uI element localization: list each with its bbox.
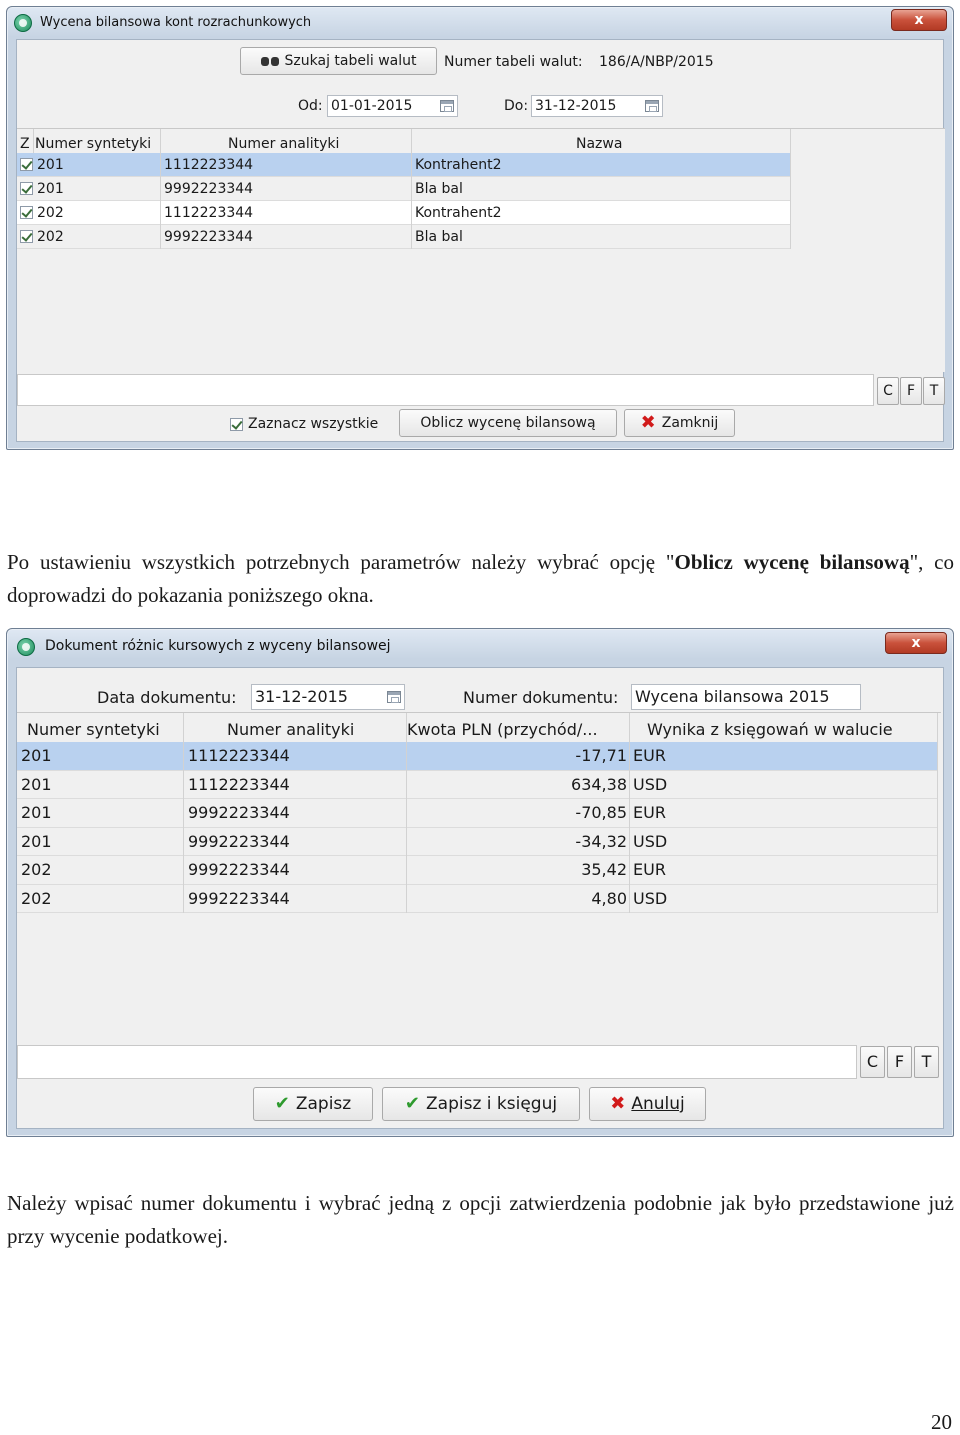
- cft-t-button[interactable]: T: [923, 377, 945, 405]
- table-row[interactable]: [17, 856, 938, 885]
- table-row[interactable]: [17, 201, 791, 225]
- close-icon: ✖: [640, 412, 656, 433]
- doc-date-value: 31-12-2015: [255, 687, 348, 706]
- row-amount: 4,80: [591, 889, 627, 908]
- checkmark-icon: ✔: [274, 1093, 290, 1114]
- table-row[interactable]: [17, 828, 938, 856]
- row-checkbox[interactable]: [20, 230, 33, 243]
- document-panel: [16, 667, 944, 1129]
- from-date-input[interactable]: [327, 95, 458, 117]
- cft-f-button[interactable]: F: [900, 377, 922, 405]
- from-date-value: 01-01-2015: [331, 98, 413, 114]
- col-header-name[interactable]: Nazwa: [576, 136, 623, 152]
- accounts-grid: [17, 128, 945, 372]
- table-row[interactable]: [17, 225, 791, 249]
- row-synthetic: 201: [21, 746, 52, 765]
- to-date-input[interactable]: [531, 95, 663, 117]
- row-analytic: 1112223344: [188, 746, 290, 765]
- calculate-valuation-label: Oblicz wycenę bilansową: [420, 415, 596, 431]
- valuation-window: [6, 6, 954, 450]
- col-header-synthetic[interactable]: Numer syntetyki: [27, 720, 160, 739]
- window-titlebar[interactable]: [7, 7, 953, 39]
- row-synthetic: 202: [37, 205, 64, 221]
- status-bar: [17, 374, 874, 406]
- table-row[interactable]: [17, 799, 938, 828]
- row-name: Kontrahent2: [415, 157, 502, 173]
- row-currency: USD: [633, 775, 668, 794]
- doc-number-label: Numer dokumentu:: [463, 688, 619, 707]
- exchange-difference-window: [6, 628, 954, 1137]
- row-currency: EUR: [633, 860, 666, 879]
- row-synthetic: 201: [21, 775, 52, 794]
- valuation-panel: [16, 39, 944, 442]
- page-number: 20: [931, 1410, 952, 1434]
- select-all-label[interactable]: Zaznacz wszystkie: [248, 416, 379, 432]
- doc-number-input[interactable]: [631, 684, 861, 710]
- row-currency: USD: [633, 832, 668, 851]
- col-header-z[interactable]: Z: [20, 136, 30, 152]
- status-bar: [17, 1045, 857, 1079]
- window-title: Wycena bilansowa kont rozrachunkowych: [40, 15, 312, 30]
- row-currency: EUR: [633, 746, 666, 765]
- window-title: Dokument różnic kursowych z wyceny bilansowej: [45, 638, 391, 654]
- row-synthetic: 202: [21, 889, 52, 908]
- table-row[interactable]: [17, 885, 938, 913]
- to-date-value: 31-12-2015: [535, 98, 617, 114]
- save-and-post-label: Zapisz i księguj: [426, 1094, 558, 1114]
- calendar-icon[interactable]: [440, 100, 454, 112]
- row-synthetic: 201: [37, 157, 64, 173]
- col-header-analytic[interactable]: Numer analityki: [228, 136, 340, 152]
- to-label: Do:: [504, 98, 529, 114]
- instruction-paragraph-1: Po ustawieniu wszystkich potrzebnych parametrów należy wybrać opcję "Oblicz wycenę bilansową", co doprowadzi do pokazania poniższego okna.: [7, 550, 955, 607]
- row-synthetic: 202: [21, 860, 52, 879]
- col-header-synthetic[interactable]: Numer syntetyki: [35, 136, 152, 152]
- row-name: Bla bal: [415, 229, 463, 245]
- window-titlebar[interactable]: [7, 629, 953, 661]
- save-button-label: Zapisz: [295, 1094, 352, 1114]
- close-button-label: Zamknij: [661, 415, 719, 431]
- row-synthetic: 201: [21, 803, 52, 822]
- close-icon: ✖: [610, 1093, 626, 1114]
- row-analytic: 9992223344: [164, 181, 254, 197]
- row-name: Kontrahent2: [415, 205, 502, 221]
- table-row[interactable]: [17, 177, 791, 201]
- row-checkbox[interactable]: [20, 206, 33, 219]
- instruction-paragraph-2: Należy wpisać numer dokumentu i wybrać jedną z opcji zatwierdzenia podobnie jak było przedstawione już przy wycenie podatkowej.: [7, 1191, 954, 1248]
- doc-date-label: Data dokumentu:: [97, 688, 237, 707]
- col-header-currency[interactable]: Wynika z księgowań w walucie: [647, 720, 893, 739]
- select-all-checkbox[interactable]: [230, 418, 243, 431]
- row-currency: EUR: [633, 803, 666, 822]
- row-analytic: 9992223344: [188, 832, 290, 851]
- close-button[interactable]: [624, 409, 735, 437]
- row-amount: 35,42: [581, 860, 627, 879]
- table-row[interactable]: [17, 153, 791, 177]
- window-close-button[interactable]: x: [891, 9, 947, 31]
- row-analytic: 1112223344: [188, 775, 290, 794]
- cancel-button[interactable]: [589, 1087, 706, 1121]
- row-checkbox[interactable]: [20, 158, 33, 171]
- search-currency-table-label: Szukaj tabeli walut: [284, 53, 417, 69]
- col-header-analytic[interactable]: Numer analityki: [227, 720, 355, 739]
- row-synthetic: 201: [37, 181, 64, 197]
- row-analytic: 9992223344: [164, 229, 254, 245]
- cft-t-button[interactable]: T: [914, 1046, 939, 1078]
- cancel-button-label: Anuluj: [631, 1094, 685, 1114]
- save-and-post-button[interactable]: [382, 1087, 580, 1121]
- row-amount: 634,38: [571, 775, 627, 794]
- search-currency-table-button[interactable]: [240, 47, 437, 75]
- app-icon: [17, 638, 35, 656]
- row-analytic: 9992223344: [188, 889, 290, 908]
- calculate-valuation-button[interactable]: [399, 409, 617, 437]
- row-checkbox[interactable]: [20, 182, 33, 195]
- calendar-icon[interactable]: [645, 100, 659, 112]
- doc-date-input[interactable]: [251, 684, 405, 710]
- binoculars-icon: [261, 55, 279, 67]
- row-currency: USD: [633, 889, 668, 908]
- table-row[interactable]: [17, 771, 938, 799]
- cft-c-button[interactable]: C: [877, 377, 899, 405]
- row-amount: -34,32: [575, 832, 627, 851]
- window-close-button[interactable]: x: [885, 632, 947, 654]
- from-label: Od:: [298, 98, 323, 114]
- save-button[interactable]: [253, 1087, 373, 1121]
- row-analytic: 9992223344: [188, 803, 290, 822]
- cft-f-button[interactable]: F: [887, 1046, 912, 1078]
- app-icon: [14, 14, 32, 32]
- row-amount: -17,71: [575, 746, 627, 765]
- cft-c-button[interactable]: C: [860, 1046, 885, 1078]
- row-name: Bla bal: [415, 181, 463, 197]
- differences-grid: [17, 712, 941, 1044]
- col-header-amount[interactable]: Kwota PLN (przychód/...: [407, 720, 598, 739]
- calendar-icon[interactable]: [387, 691, 401, 703]
- doc-number-value: Wycena bilansowa 2015: [635, 687, 830, 706]
- row-analytic: 1112223344: [164, 157, 254, 173]
- row-analytic: 9992223344: [188, 860, 290, 879]
- checkmark-icon: ✔: [404, 1093, 421, 1114]
- table-number-label: Numer tabeli walut:: [444, 54, 583, 70]
- row-synthetic: 201: [21, 832, 52, 851]
- row-analytic: 1112223344: [164, 205, 254, 221]
- row-amount: -70,85: [575, 803, 627, 822]
- table-number-value: 186/A/NBP/2015: [599, 54, 714, 70]
- table-row[interactable]: [17, 742, 938, 771]
- row-synthetic: 202: [37, 229, 64, 245]
